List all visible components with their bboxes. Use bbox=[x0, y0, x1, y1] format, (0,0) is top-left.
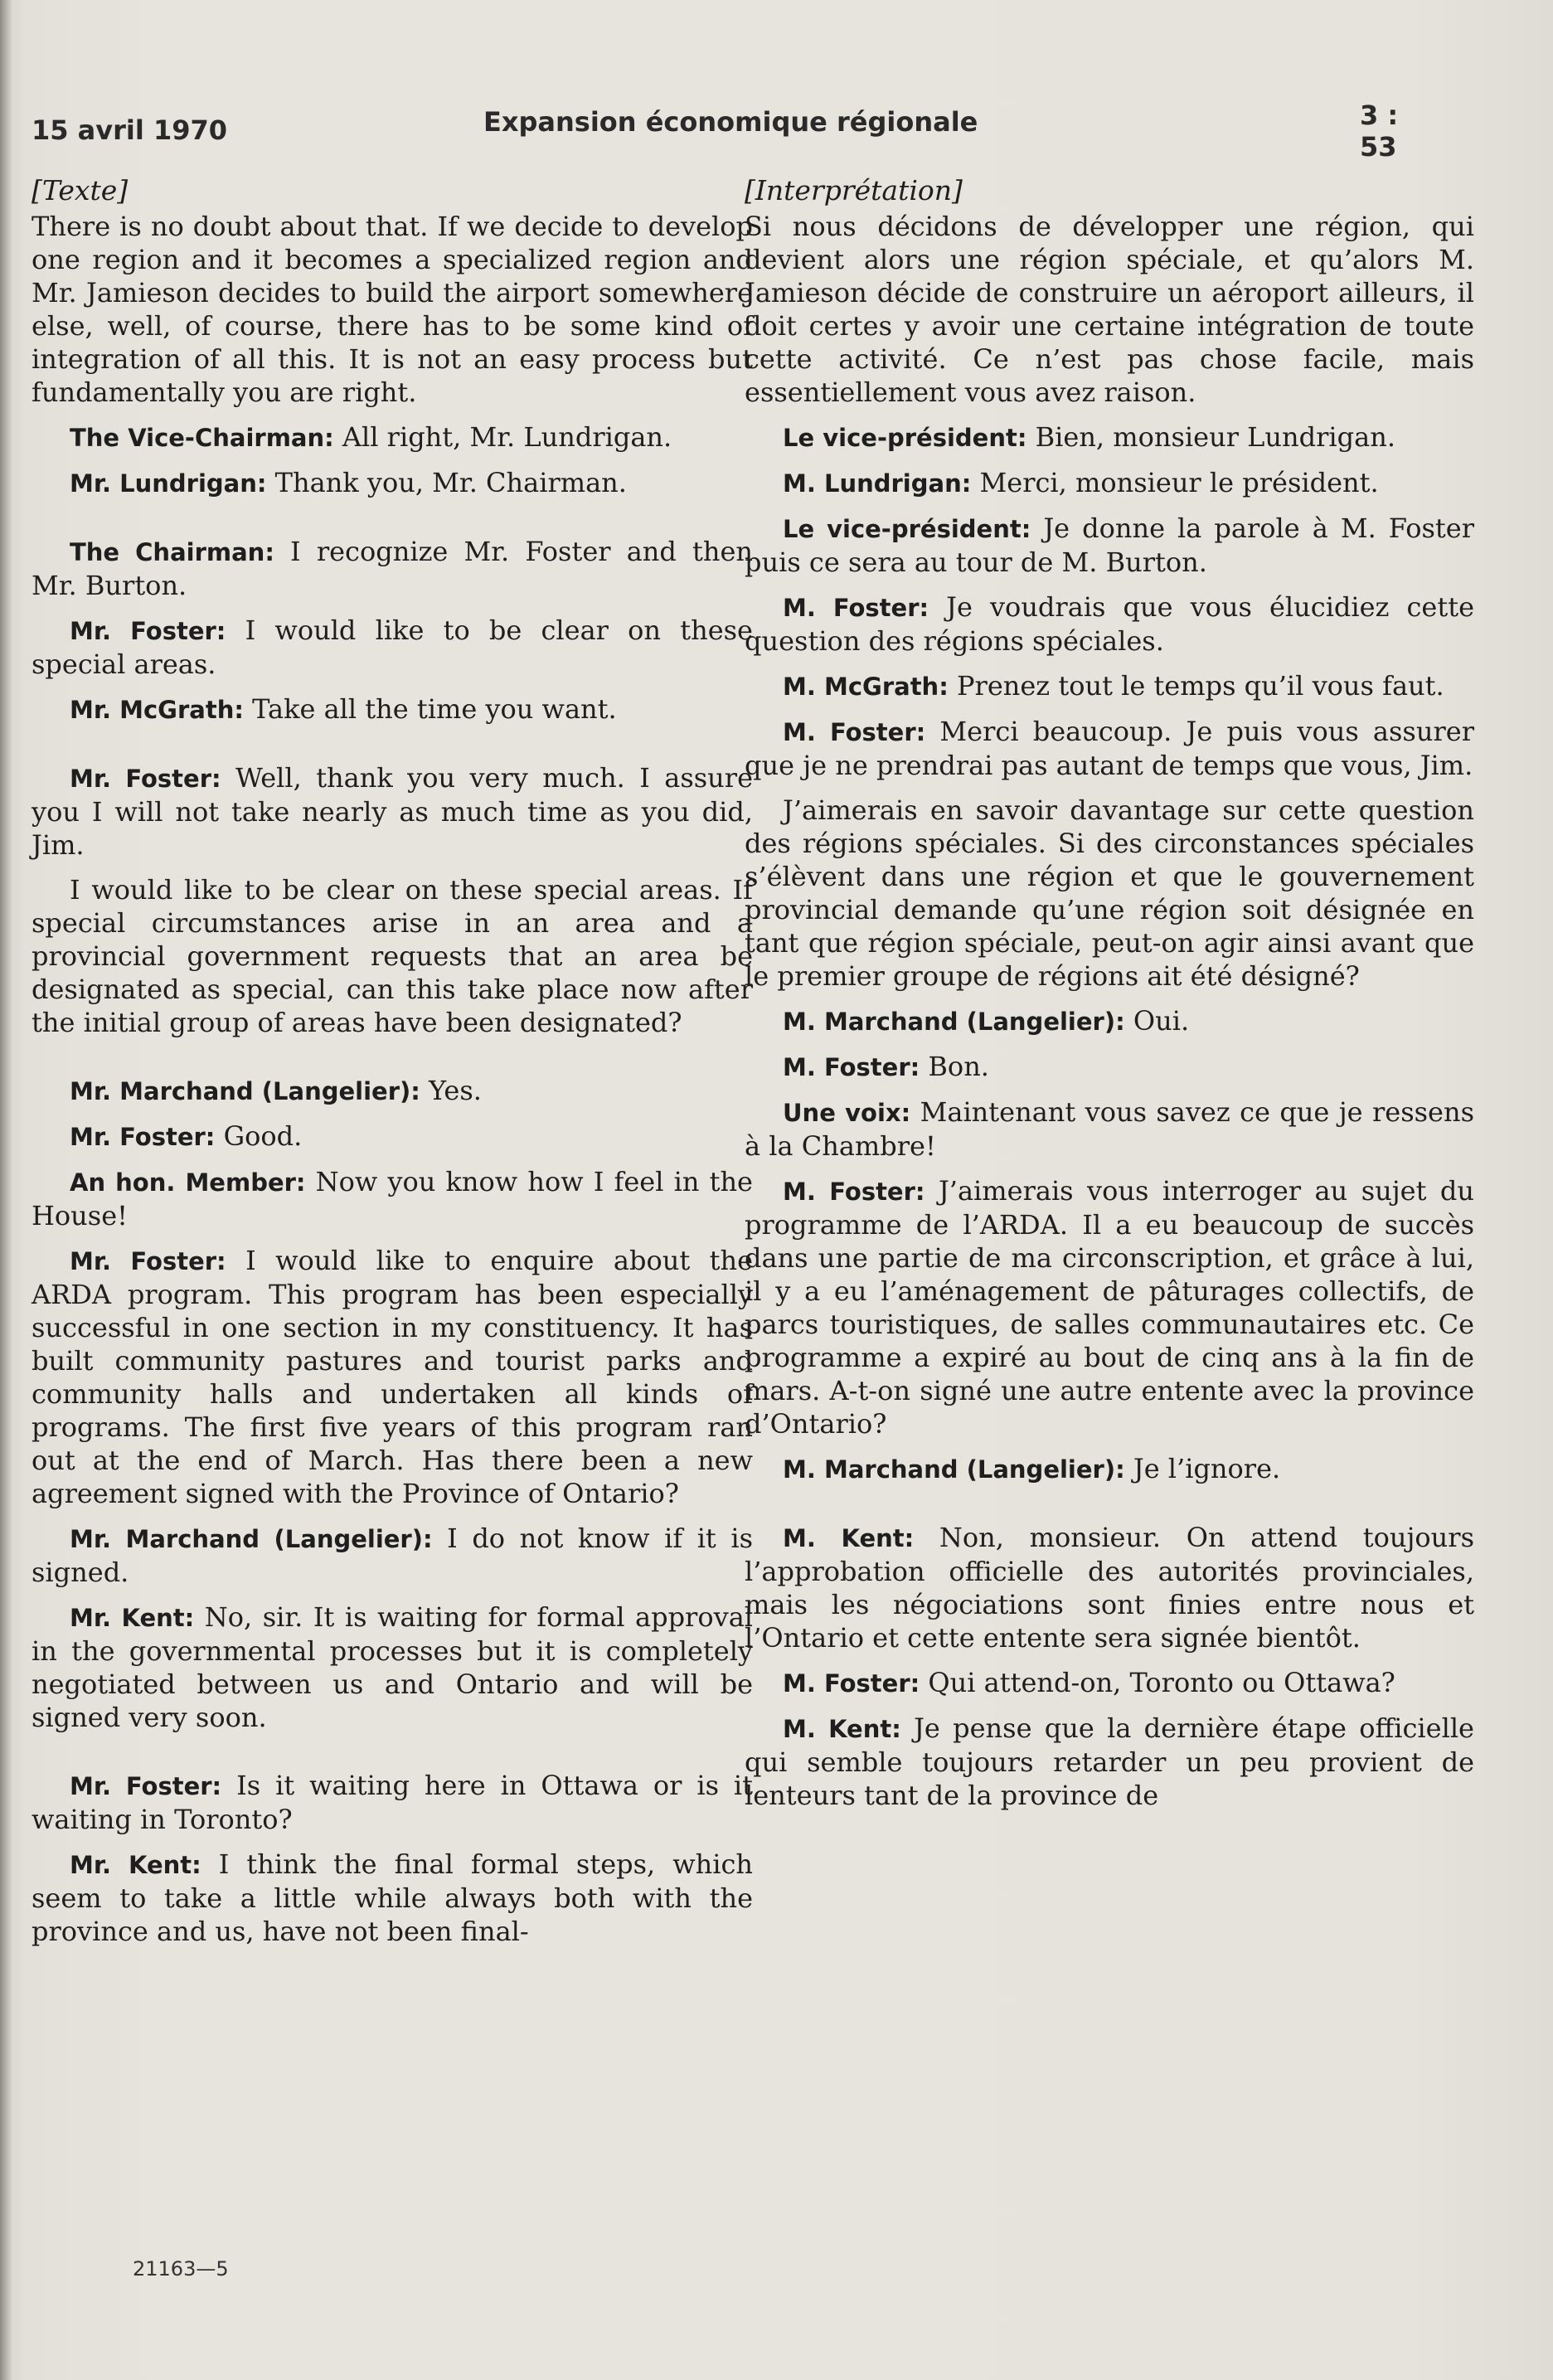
speech-text: Bien, monsieur Lundrigan. bbox=[1026, 421, 1395, 453]
speech-text: Now you know how I feel in the House! bbox=[32, 1166, 753, 1231]
print-code: 21163—5 bbox=[133, 2257, 229, 2280]
speaker-name: M. McGrath: bbox=[783, 673, 949, 701]
language-label: [Interprétation] bbox=[745, 174, 963, 206]
paragraph: There is no doubt about that. If we decide to develop one region and it becomes a specialized region and Mr. Jamieson decides to build the airport somewhere else, well, of course, there has to be some kind of integration of all this. It is not an easy process but fundamentally you are right. bbox=[32, 211, 753, 408]
speech-text: Well, thank you very much. I assure you I will not take nearly as much time as you did, Jim. bbox=[32, 762, 754, 861]
speaker-name: Mr. Marchand (Langelier): bbox=[70, 1525, 433, 1553]
speaker-name: Mr. Foster: bbox=[70, 1772, 222, 1800]
speech-paragraph bbox=[745, 1004, 1474, 1038]
speaker-name: Mr. Foster: bbox=[70, 765, 221, 793]
english-column bbox=[32, 174, 753, 1960]
speech-text: J’aimerais vous interroger au sujet du programme de l’ARDA. Il a eu beaucoup de succès dans une partie de ma circonscription, et grâce à lui, il y a eu l’aménagement de pâturages collectifs, de parcs touristiques, de salles communautaires etc. Ce programme a expiré au bout de cinq ans à la fin de mars. A-t-on signé une autre entente avec la province d’Ontario? bbox=[745, 1175, 1474, 1440]
header-date: 15 avril 1970 bbox=[32, 114, 228, 146]
speech-paragraph bbox=[745, 590, 1474, 658]
speaker-name: Une voix: bbox=[783, 1099, 911, 1127]
speaker-name: Mr. McGrath: bbox=[70, 696, 244, 724]
binding-edge bbox=[0, 0, 12, 2380]
speech-text: Prenez tout le temps qu’il vous faut. bbox=[948, 670, 1444, 702]
speech-text: Is it waiting here in Ottawa or is it waiting in Toronto? bbox=[32, 1770, 754, 1835]
speech-text: I recognize Mr. Foster and then Mr. Burton. bbox=[32, 536, 753, 601]
speaker-name: Mr. Lundrigan: bbox=[70, 469, 267, 498]
speaker-name: Le vice-président: bbox=[783, 424, 1027, 452]
speech-paragraph bbox=[745, 715, 1474, 782]
speech-text: Qui attend-on, Toronto ou Ottawa? bbox=[920, 1667, 1395, 1698]
speech-text: Non, monsieur. On attend toujours l’approbation officielle des autorités provinciales, mais les négociations sont finies entre nous et l’Ontario et cette entente sera signée bientôt. bbox=[745, 1522, 1475, 1654]
speaker-name: An hon. Member: bbox=[70, 1168, 306, 1197]
speech-paragraph bbox=[32, 1165, 753, 1232]
speech-paragraph bbox=[745, 466, 1474, 500]
speaker-name: Mr. Marchand (Langelier): bbox=[70, 1077, 420, 1105]
speaker-name: M. Foster: bbox=[783, 1669, 920, 1698]
speech-paragraph bbox=[32, 1120, 753, 1154]
speech-paragraph bbox=[32, 466, 753, 500]
speaker-name: Mr. Foster: bbox=[70, 617, 226, 645]
speech-text: Merci beaucoup. Je puis vous assurer que je ne prendrai pas autant de temps que vous, Jim. bbox=[745, 716, 1474, 781]
french-column bbox=[745, 174, 1474, 1824]
speech-text: No, sir. It is waiting for formal approval in the governmental processes but it is completely negotiated between us and Ontario and will be signed very soon. bbox=[32, 1601, 754, 1733]
speech-paragraph bbox=[32, 761, 753, 862]
language-label: [Texte] bbox=[32, 174, 129, 206]
speech-paragraph bbox=[32, 1522, 753, 1589]
speech-paragraph bbox=[32, 1244, 753, 1510]
speech-text: I do not know if it is signed. bbox=[32, 1523, 753, 1588]
speaker-name: M. Marchand (Langelier): bbox=[783, 1455, 1125, 1484]
speech-paragraph bbox=[745, 1521, 1474, 1654]
speech-paragraph bbox=[32, 692, 753, 726]
speaker-name: M. Foster: bbox=[783, 718, 926, 746]
speech-paragraph bbox=[32, 1074, 753, 1108]
speech-text: Maintenant vous savez ce que je ressens à la Chambre! bbox=[745, 1096, 1475, 1162]
speech-paragraph bbox=[745, 1050, 1474, 1084]
speaker-name: M. Foster: bbox=[783, 1053, 920, 1081]
speech-paragraph bbox=[745, 512, 1474, 579]
speech-text: Je l’ignore. bbox=[1124, 1453, 1281, 1484]
speaker-name: M. Lundrigan: bbox=[783, 469, 972, 498]
speech-text: Oui. bbox=[1124, 1005, 1190, 1037]
speech-paragraph bbox=[745, 420, 1474, 454]
speech-text: Je pense que la dernière étape officielle qui semble toujours retarder un peu provient de lenteurs tant de la province de bbox=[745, 1712, 1474, 1811]
speaker-name: Mr. Foster: bbox=[70, 1247, 226, 1275]
speaker-name: The Chairman: bbox=[70, 538, 274, 566]
paragraph: Si nous décidons de développer une région, qui devient alors une région spéciale, et qu’alors M. Jamieson décide de construire un aéroport ailleurs, il doit certes y avoir une certaine intégration de toute cette activité. Ce n’est pas chose facile, mais essentiellement vous avez raison. bbox=[745, 211, 1474, 408]
speaker-name: Mr. Kent: bbox=[70, 1851, 201, 1879]
speech-paragraph bbox=[32, 1848, 753, 1948]
speaker-name: The Vice-Chairman: bbox=[70, 424, 334, 452]
speech-text: Bon. bbox=[920, 1051, 989, 1082]
speech-text: I would like to be clear on these special areas. bbox=[32, 614, 753, 680]
speaker-name: M. Marchand (Langelier): bbox=[783, 1008, 1125, 1036]
speech-text: I think the final formal steps, which seem to take a little while always both with the province and us, have not been final- bbox=[32, 1848, 754, 1947]
speech-text: All right, Mr. Lundrigan. bbox=[333, 421, 672, 453]
speaker-name: M. Kent: bbox=[783, 1715, 901, 1743]
paragraph: J’aimerais en savoir davantage sur cette question des régions spéciales. Si des circonstances spéciales s’élèvent dans une région et que le gouvernement provincial demande qu’une région soit désignée en tant que région spéciale, peut-on agir ainsi avant que le premier groupe de régions ait été désigné? bbox=[745, 794, 1474, 992]
speech-paragraph bbox=[32, 420, 753, 454]
header-title: Expansion économique régionale bbox=[483, 106, 978, 138]
speech-paragraph bbox=[745, 1452, 1474, 1486]
speaker-name: M. Kent: bbox=[783, 1524, 915, 1552]
speaker-name: M. Foster: bbox=[783, 594, 929, 622]
speech-paragraph bbox=[32, 535, 753, 602]
speech-paragraph bbox=[32, 614, 753, 681]
speech-paragraph bbox=[745, 1174, 1474, 1440]
running-header bbox=[32, 100, 1441, 163]
paragraph: I would like to be clear on these special areas. If special circumstances arise in an area and a provincial government requests that an area be designated as special, can this take place now after the initial group of areas have been designated? bbox=[32, 874, 753, 1038]
speech-text: I would like to enquire about the ARDA program. This program has been especially successful in one section in my constituency. It has built community pastures and tourist parks and community halls and undertaken all kinds of programs. The first five years of this program ran out at the end of March. Has there been a new agreement signed with the Province of Ontario? bbox=[32, 1245, 754, 1509]
speaker-name: Mr. Foster: bbox=[70, 1123, 216, 1151]
speech-text: Je voudrais que vous élucidiez cette question des régions spéciales. bbox=[745, 591, 1474, 657]
speech-text: Je donne la parole à M. Foster puis ce sera au tour de M. Burton. bbox=[745, 512, 1475, 578]
speech-text: Thank you, Mr. Chairman. bbox=[266, 467, 627, 498]
speech-paragraph bbox=[745, 1666, 1474, 1700]
speech-text: Take all the time you want. bbox=[243, 693, 617, 725]
speaker-name: Le vice-président: bbox=[783, 515, 1031, 543]
speech-text: Merci, monsieur le président. bbox=[971, 467, 1379, 498]
speaker-name: M. Foster: bbox=[783, 1178, 925, 1206]
speech-paragraph bbox=[745, 1095, 1474, 1163]
speech-paragraph bbox=[32, 1769, 753, 1836]
page-number: 3 : 53 bbox=[1360, 100, 1399, 163]
speech-paragraph bbox=[745, 1712, 1474, 1812]
speech-text: Good. bbox=[215, 1120, 303, 1152]
speech-paragraph bbox=[32, 1600, 753, 1734]
speaker-name: Mr. Kent: bbox=[70, 1604, 195, 1632]
speech-text: Yes. bbox=[420, 1075, 482, 1106]
speech-paragraph bbox=[745, 669, 1474, 703]
